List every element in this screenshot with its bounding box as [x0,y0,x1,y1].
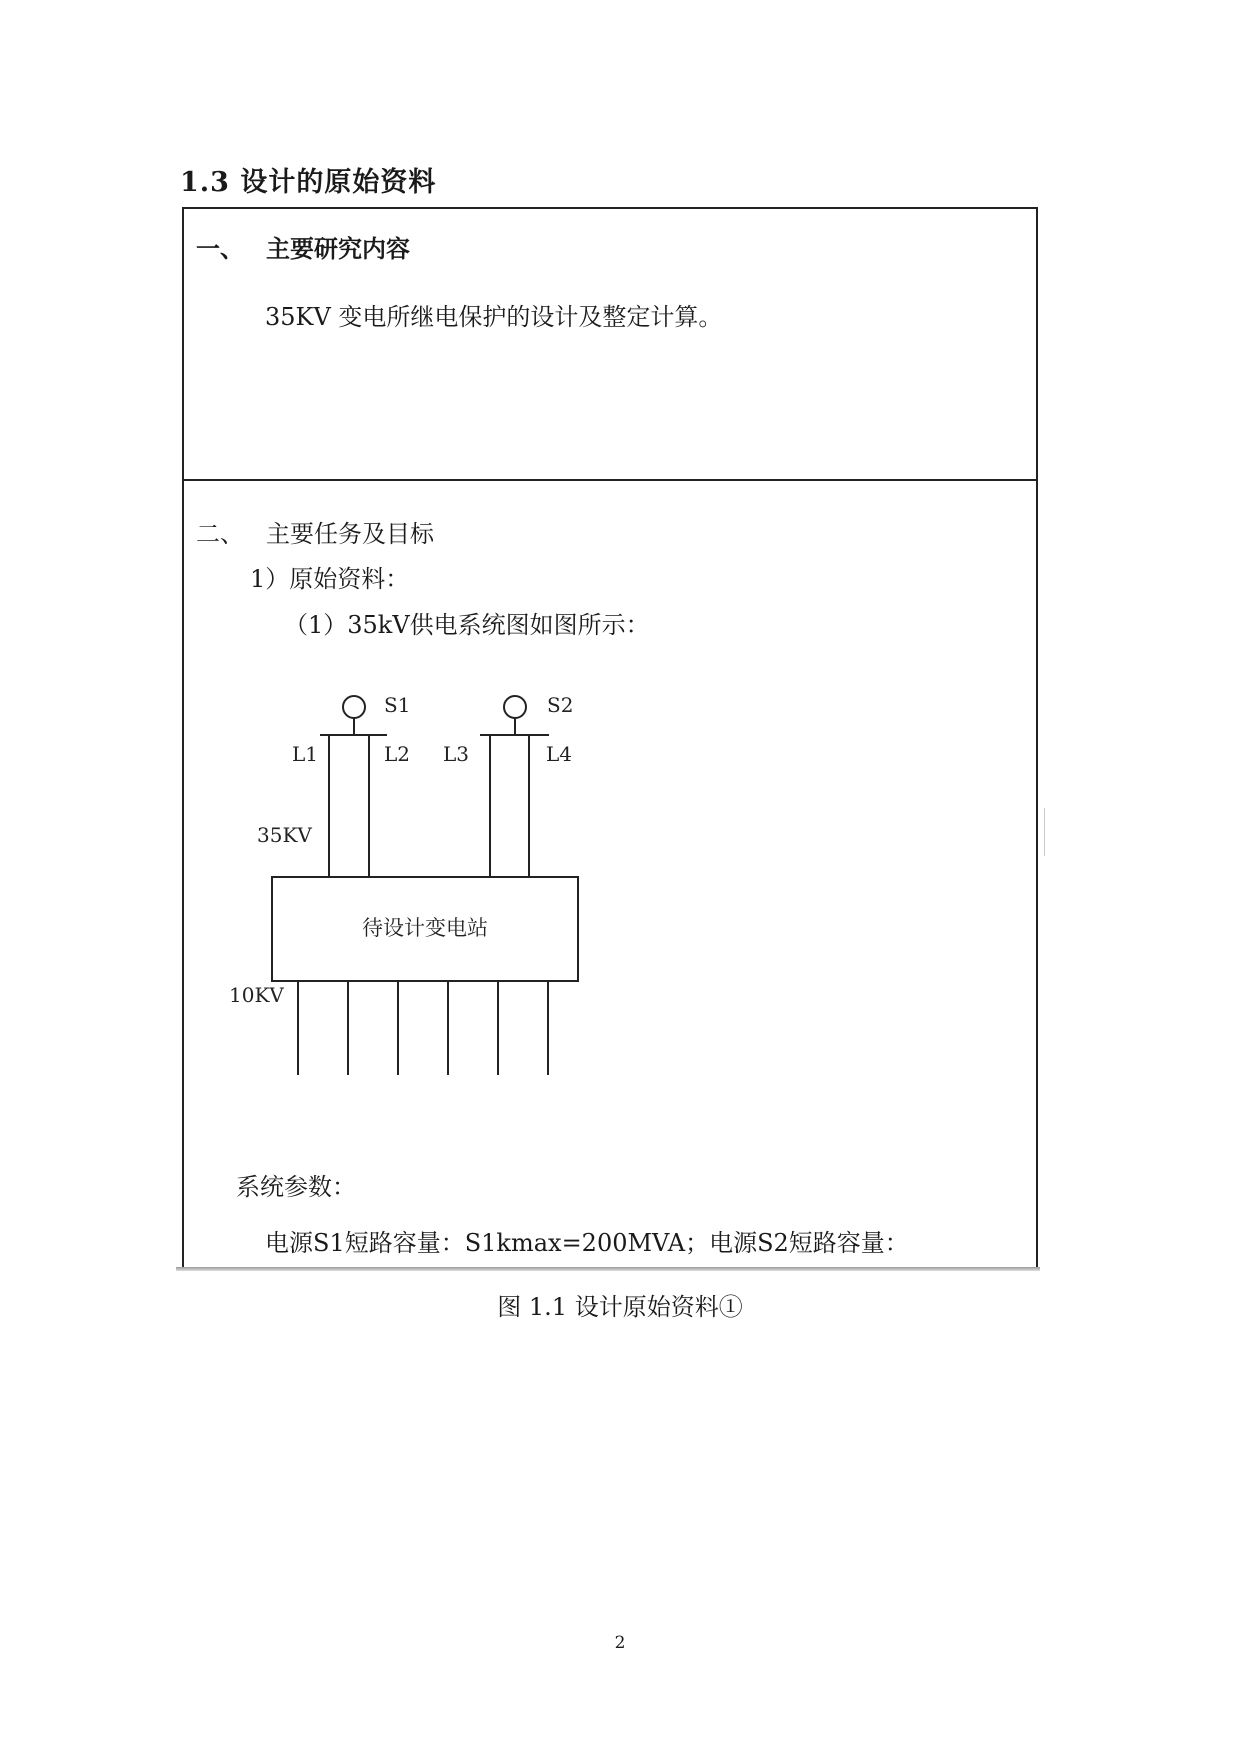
block1-text: 35KV 变电所继电保护的设计及整定计算。 [265,303,723,331]
lv-voltage-label: 10KV [229,983,284,1007]
block1-number: 一、 [196,234,244,263]
power-system-diagram [184,679,1036,1179]
line-l3-label: L3 [443,742,470,766]
section-heading: 1.3 设计的原始资料 [180,167,437,198]
figure-frame [182,207,1038,1269]
source-s1-label: S1 [384,693,411,717]
figure-caption: 图 1.1 设计原始资料① [497,1293,743,1321]
source-s2-label: S2 [547,693,574,717]
source-s1-symbol [343,696,365,718]
hv-voltage-label: 35KV [257,823,312,847]
block2-item1-1: （1）35kV供电系统图如图所示： [284,611,650,639]
page-number: 2 [614,1633,626,1653]
line-l2-label: L2 [384,742,411,766]
block2-title: 主要任务及目标 [266,520,434,548]
feeder-lines [298,981,548,1075]
block-divider [184,479,1036,481]
source-s2-symbol [504,696,526,718]
substation-label: 待设计变电站 [362,916,488,940]
figure-bottom-edge [176,1267,1040,1271]
block2-number: 二、 [196,520,244,548]
block2-item1: 1）原始资料： [250,565,410,593]
margin-mark [1034,808,1045,856]
params-line: 电源S1短路容量：S1kmax=200MVA；电源S2短路容量： [265,1229,909,1257]
line-l1-label: L1 [292,742,319,766]
line-l4-label: L4 [546,742,573,766]
block1-title: 主要研究内容 [266,234,410,263]
params-label: 系统参数： [236,1173,356,1201]
